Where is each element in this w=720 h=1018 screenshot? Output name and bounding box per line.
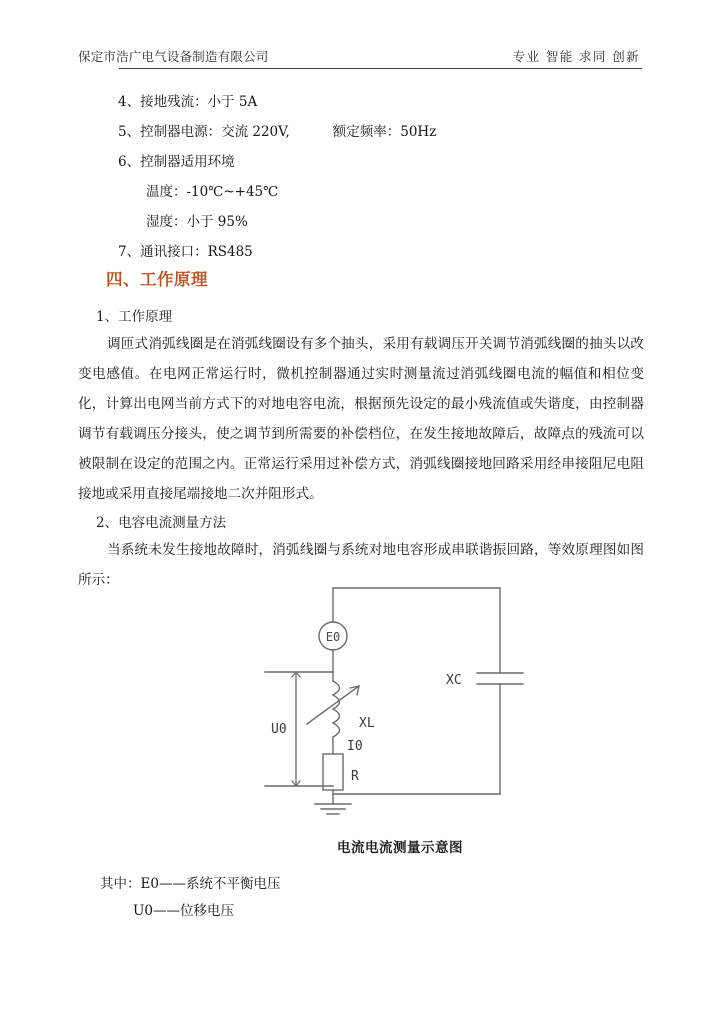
subsection-title-2: 2、电容电流测量方法 <box>96 515 227 531</box>
header-row <box>78 48 642 66</box>
voltage-arrow-u0 <box>292 672 300 786</box>
circuit-diagram-svg <box>255 580 545 830</box>
header-divider-rule <box>119 68 642 69</box>
label-capacitor-xc: XC <box>446 673 462 688</box>
spec-item-6: 6、控制器适用环境 <box>118 154 235 170</box>
subsection-title-1: 1、工作原理 <box>96 309 173 325</box>
spec-item-5: 5、控制器电源：交流 220V, 额定频率：50Hz <box>118 124 437 140</box>
legend-line-u0: U0——位移电压 <box>133 903 234 919</box>
header-company-name: 保定市浩广电气设备制造有限公司 <box>78 49 269 64</box>
spec-humidity: 湿度：小于 95% <box>146 214 248 230</box>
page-header <box>78 48 642 70</box>
spec-temperature: 温度：-10℃~+45℃ <box>146 184 279 200</box>
label-source-e0: E0 <box>325 630 341 644</box>
inductor-coil-xl <box>333 681 340 737</box>
paragraph-capacitance-measurement: 当系统未发生接地故障时，消弧线圈与系统对地电容形成串联谐振回路，等效原理图如图所示： <box>78 542 644 588</box>
variable-arrow-line <box>307 686 359 724</box>
label-resistor-r: R <box>351 769 359 784</box>
paragraph-working-principle: 调匝式消弧线圈是在消弧线圈设有多个抽头，采用有载调压开关调节消弧线圈的抽头以改变电感值。在电网正常运行时，微机控制器通过实时测量流过消弧线圈电流的幅值和相位变化，计算出电网当前方式下的对地电容电流，根据预先设定的最小残流值或失谐度，由控制器调节有载调压分接头，使之调节到所需要的补偿档位，在发生接地故障后，故障点的残流可以被限制在设定的范围之内。正常运行采用过补偿方式，消弧线圈接地回路采用经串接阻尼电阻接地或采用直接尾端接地二次并阻形式。 <box>78 336 644 502</box>
label-inductor-xl: XL <box>359 716 375 731</box>
resistor-box-r <box>323 754 343 790</box>
diagram-caption: 电流电流测量示意图 <box>337 840 463 856</box>
label-current-i0: I0 <box>347 739 363 754</box>
label-voltage-u0: U0 <box>271 722 287 737</box>
header-slogan: 专业 智能 求同 创新 <box>512 49 640 64</box>
section-heading-working-principle: 四、工作原理 <box>106 270 208 289</box>
spec-item-7: 7、通讯接口：RS485 <box>118 244 253 260</box>
spec-item-4: 4、接地残流：小于 5A <box>118 94 258 110</box>
legend-line-e0: 其中：E0——系统不平衡电压 <box>100 876 281 892</box>
circuit-diagram <box>255 580 545 856</box>
